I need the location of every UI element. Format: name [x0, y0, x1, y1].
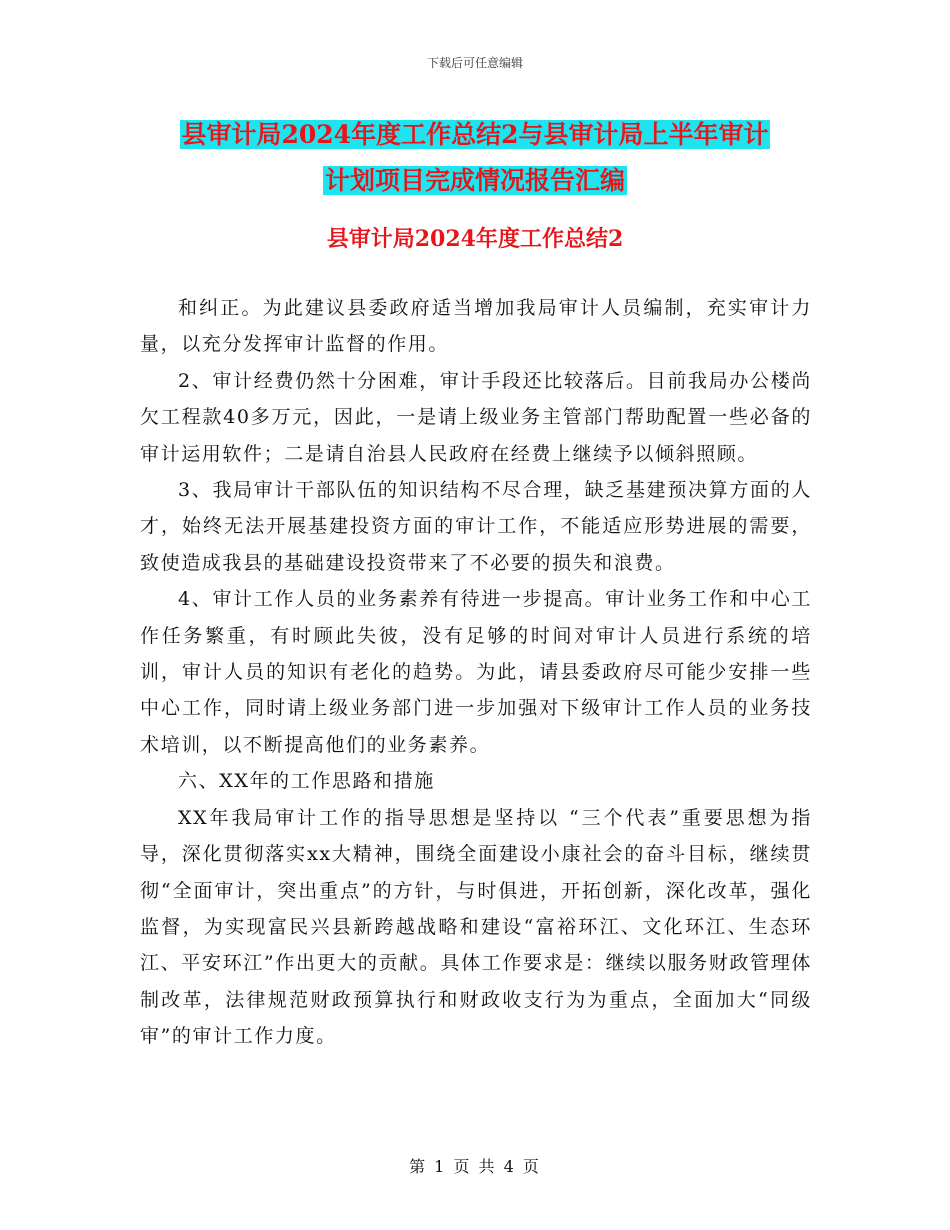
page-header-note: 下载后可任意编辑	[426, 56, 523, 70]
document-title	[140, 112, 810, 204]
section-title: 县审计局2024年度工作总结2	[326, 226, 624, 252]
paragraph: XX年我局审计工作的指导思想是坚持以 “三个代表”重要思想为指导，深化贯彻落实xx大精神，围绕全面建设小康社会的奋斗目标，继续贯彻“全面审计，突出重点”的方针，与时俱进，开拓创新，深化改革，强化监督，为实现富民兴县新跨越战略和建设“富裕环江、文化环江、生态环江、平安环江”作出更大的贡献。具体工作要求是：继续以服务财政管理体制改革，法律规范财政预算执行和财政收支行为为重点，全面加大“同级审”的审计工作力度。	[140, 806, 812, 1048]
page-number-footer: 第 1 页 共 4 页	[409, 1157, 541, 1176]
paragraph: 2、审计经费仍然十分困难，审计手段还比较落后。目前我局办公楼尚欠工程款40多万元，因此，一是请上级业务主管部门帮助配置一些必备的审计运用软件；二是请自治县人民政府在经费上继续予以倾斜照顾。	[140, 369, 812, 465]
body-text	[140, 290, 812, 1055]
paragraph-heading: 六、XX年的工作思路和措施	[178, 770, 435, 793]
document-title-line-2: 计划项目完成情况报告汇编	[324, 166, 625, 195]
document-title-line-1: 县审计局2024年度工作总结2与县审计局上半年审计	[181, 120, 769, 149]
paragraph: 3、我局审计干部队伍的知识结构不尽合理，缺乏基建预决算方面的人才，始终无法开展基建投资方面的审计工作，不能适应形势进展的需要，致使造成我县的基础建设投资带来了不必要的损失和浪费。	[140, 479, 812, 574]
paragraph: 4、审计工作人员的业务素养有待进一步提高。审计业务工作和中心工作任务繁重，有时顾此失彼，没有足够的时间对审计人员进行系统的培训，审计人员的知识有老化的趋势。为此，请县委政府尽可能少安排一些中心工作，同时请上级业务部门进一步加强对下级审计工作人员的业务技术培训，以不断提高他们的业务素养。	[140, 588, 812, 756]
paragraph: 和纠正。为此建议县委政府适当增加我局审计人员编制，充实审计力量，以充分发挥审计监督的作用。	[140, 297, 812, 356]
